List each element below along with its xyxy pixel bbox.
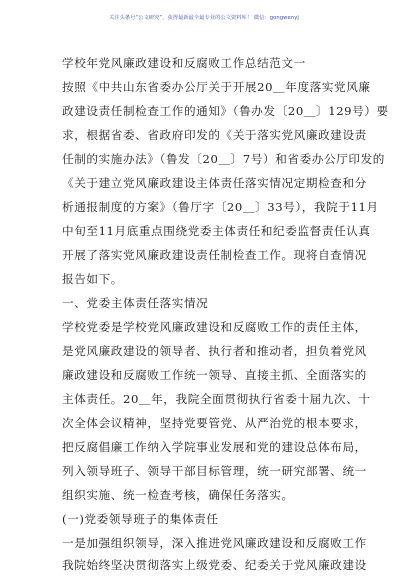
paragraph-line: 把反腐倡廉工作纳入学院事业发展和党的建设总体布局，: [62, 440, 367, 454]
paragraph-line: 廉政建设和反腐败工作统一领导、直接主抓、全面落实的: [62, 368, 367, 382]
paragraph-line: 我院始终坚决贯彻落实上级党委、纪委关于党风廉政建设: [62, 558, 367, 572]
paragraph-line: 一是加强组织领导，深入推进党风廉政建设和反腐败工作: [62, 536, 367, 550]
paragraph-line: 学校党委是学校党风廉政建设和反腐败工作的责任主体，: [62, 320, 367, 334]
paragraph-line: 主体责任。20＿年，我院全面贯彻执行省委十届九次、十: [62, 392, 371, 406]
paragraph-line: 中旬至11月底重点围绕党委主体责任和纪委监督责任认真: [62, 224, 371, 238]
paragraph-line: 按照《中共山东省委办公厅关于开展20＿年度落实党风廉: [62, 80, 371, 94]
subsection-heading: (一)党委领导班子的集体责任: [62, 512, 219, 526]
paragraph-line: 析通报制度的方案》（鲁厅字〔20＿〕33号），我院于11月: [62, 200, 379, 214]
section-heading: 一、党委主体责任落实情况: [62, 296, 209, 310]
paragraph-line: 《关于建立党风廉政建设主体责任落实情况定期检查和分: [62, 176, 367, 190]
paragraph-line: 次全体会议精神，坚持党要管党、从严治党的根本要求，: [62, 416, 367, 430]
document-title: 学校年党风廉政建设和反腐败工作总结范文一: [62, 56, 306, 70]
paragraph-line: 开展了落实党风廉政建设责任制检查工作。现将自查情况: [62, 248, 367, 262]
paragraph-line: 任制的实施办法》（鲁发〔20＿〕7号）和省委办公厅印发的: [62, 152, 385, 166]
paragraph-line: 组织实施、统一检查考核，确保任务落实。: [62, 488, 294, 502]
paragraph-line: 报告如下。: [62, 272, 123, 286]
paragraph-line: 求，根据省委、省政府印发的《关于落实党风廉政建设责: [62, 128, 367, 142]
paragraph-line: 政建设责任制检查工作的通知》（鲁办发〔20＿〕129号）要: [62, 104, 389, 118]
header-banner: 关注头条号“公文研究”，获得最新最全最专业的公文资料库！ 微信：gongwenyj: [109, 15, 299, 21]
paragraph-line: 是党风廉政建设的领导者、执行者和推动者，担负着党风: [62, 344, 367, 358]
paragraph-line: 列入领导班子、领导干部目标管理，统一研究部署、统一: [62, 464, 367, 478]
